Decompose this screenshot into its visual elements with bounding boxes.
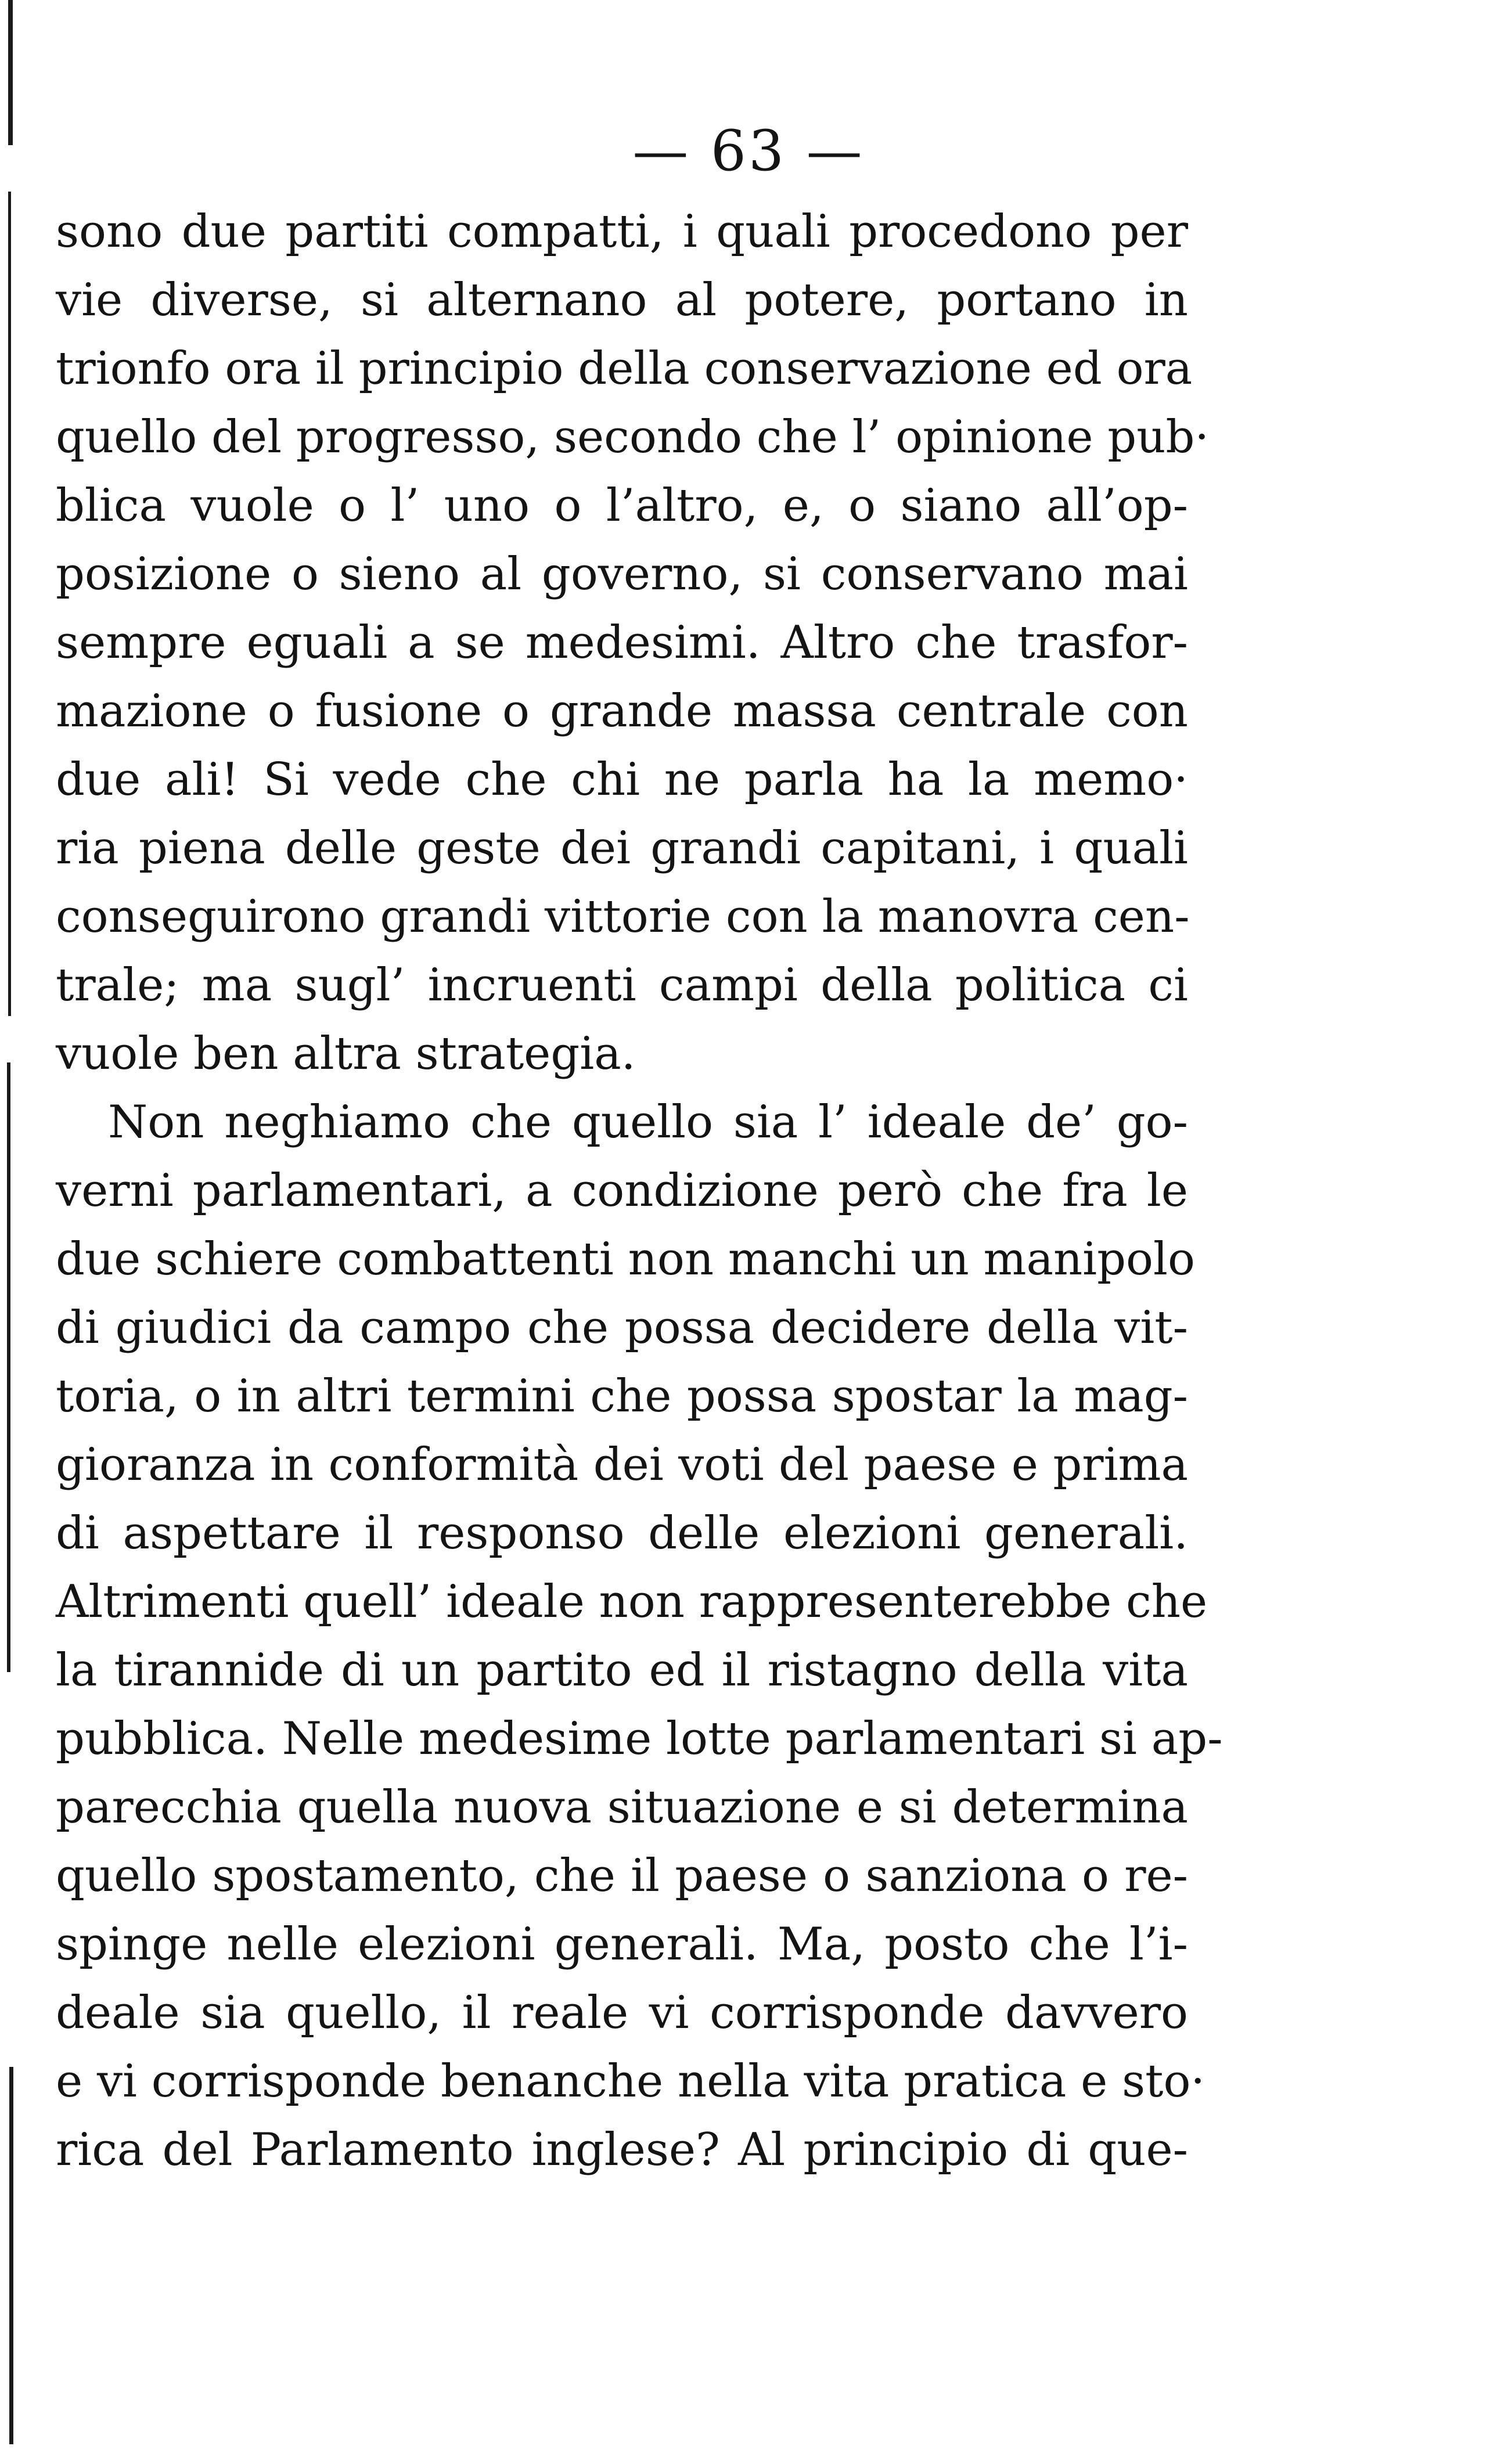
text-line: gioranza in conformità dei voti del paese e prima	[56, 1439, 1188, 1491]
text-line: mazione o fusione o grande massa centrale con	[56, 685, 1188, 737]
text-line: due ali! Si vede che chi ne parla ha la memo·	[56, 754, 1188, 806]
text-line: rica del Parlamento inglese? Al principio di que-	[56, 2124, 1188, 2176]
text-line: ria piena delle geste dei grandi capitani, i quali	[56, 822, 1188, 874]
text-line: toria, o in altri termini che possa spostar la mag-	[56, 1370, 1188, 1422]
text-line: vie diverse, si alternano al potere, portano in	[56, 274, 1188, 326]
text-line: di giudici da campo che possa decidere della vit-	[56, 1302, 1188, 1354]
text-line: di aspettare il responso delle elezioni generali.	[56, 1507, 1188, 1559]
text-line: posizione o sieno al governo, si conservano mai	[56, 548, 1188, 600]
text-line: parecchia quella nuova situazione e si determina	[56, 1781, 1188, 1833]
text-line: deale sia quello, il reale vi corrisponde davvero	[56, 1987, 1188, 2039]
paragraph-start-line: Non neghiamo che quello sia l’ ideale de’ go-	[108, 1096, 1188, 1148]
text-line: trale; ma sugl’ incruenti campi della politica ci	[56, 959, 1188, 1011]
text-line: sono due partiti compatti, i quali procedono per	[56, 206, 1188, 258]
text-line: spinge nelle elezioni generali. Ma, posto che l’i-	[56, 1918, 1188, 1971]
text-line: la tirannide di un partito ed il ristagno della vita	[56, 1644, 1188, 1696]
body-text	[56, 197, 1223, 2184]
text-line: e vi corrisponde benanche nella vita pratica e sto·	[56, 2055, 1205, 2108]
text-line: trionfo ora il principio della conservazione ed ora	[56, 343, 1193, 395]
text-line: verni parlamentari, a condizione però che fra le	[56, 1165, 1188, 1217]
page-edge-shadow	[7, 1062, 10, 1672]
text-line: Altrimenti quell’ ideale non rappresenterebbe che	[56, 1576, 1208, 1628]
text-line: conseguirono grandi vittorie con la manovra cen-	[56, 891, 1190, 943]
text-line: blica vuole o l’ uno o l’altro, e, o siano all’op-	[56, 480, 1188, 532]
page-edge-shadow	[9, 2067, 13, 2444]
page-number: — 63 —	[632, 118, 865, 183]
page-edge-shadow	[8, 192, 11, 1016]
text-line: sempre eguali a se medesimi. Altro che trasfor-	[56, 617, 1188, 669]
text-line: due schiere combattenti non manchi un manipolo	[56, 1233, 1195, 1285]
paragraph-end-line: vuole ben altra strategia.	[56, 1028, 636, 1080]
text-line: quello spostamento, che il paese o sanziona o re-	[56, 1850, 1188, 1902]
text-line: pubblica. Nelle medesime lotte parlamentari si ap-	[56, 1713, 1223, 1765]
text-line: quello del progresso, secondo che l’ opinione pub·	[56, 411, 1210, 463]
